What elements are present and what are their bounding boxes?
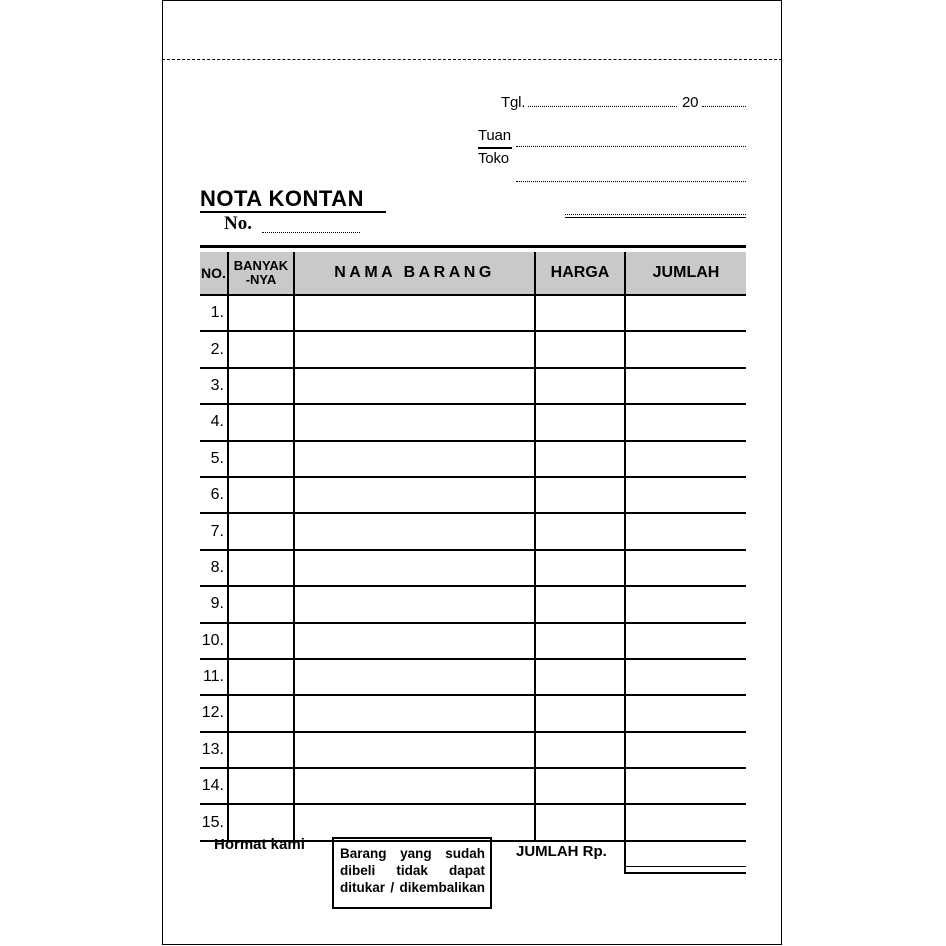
notice-line: Barang yang sudah — [340, 846, 485, 861]
customer-label-divider — [478, 147, 512, 149]
qty-cell[interactable] — [228, 368, 294, 404]
amount-cell[interactable] — [625, 331, 746, 367]
date-label: Tgl. — [501, 94, 526, 111]
item-name-cell[interactable] — [294, 295, 535, 331]
row-number: 7. — [200, 513, 228, 549]
customer-label-toko: Toko — [478, 150, 509, 167]
total-amount-field[interactable] — [628, 830, 744, 864]
table-row — [200, 550, 746, 586]
price-cell[interactable] — [535, 404, 625, 440]
amount-cell[interactable] — [625, 368, 746, 404]
item-name-cell[interactable] — [294, 331, 535, 367]
amount-cell[interactable] — [625, 550, 746, 586]
price-cell[interactable] — [535, 586, 625, 622]
row-number: 9. — [200, 586, 228, 622]
item-name-cell[interactable] — [294, 550, 535, 586]
price-cell[interactable] — [535, 623, 625, 659]
total-double-underline — [624, 872, 746, 874]
year-field[interactable] — [702, 106, 746, 107]
table-row — [200, 623, 746, 659]
qty-cell[interactable] — [228, 586, 294, 622]
amount-cell[interactable] — [625, 623, 746, 659]
item-name-cell[interactable] — [294, 441, 535, 477]
customer-address-field[interactable] — [516, 181, 746, 182]
price-cell[interactable] — [535, 331, 625, 367]
table-row — [200, 295, 746, 331]
price-cell[interactable] — [535, 441, 625, 477]
row-number: 4. — [200, 404, 228, 440]
row-number: 15. — [200, 804, 228, 840]
amount-cell[interactable] — [625, 586, 746, 622]
price-cell[interactable] — [535, 732, 625, 768]
row-number: 6. — [200, 477, 228, 513]
customer-label-tuan: Tuan — [478, 127, 511, 144]
customer-extra-underline — [565, 217, 746, 218]
form-title: NOTA KONTAN — [200, 186, 364, 211]
receipt-number-field[interactable] — [262, 232, 360, 233]
amount-cell[interactable] — [625, 732, 746, 768]
table-row — [200, 441, 746, 477]
price-cell[interactable] — [535, 513, 625, 549]
signature-label: Hormat kami — [214, 836, 305, 853]
table-row — [200, 732, 746, 768]
year-prefix: 20 — [682, 94, 699, 111]
row-number: 10. — [200, 623, 228, 659]
qty-cell[interactable] — [228, 441, 294, 477]
qty-cell[interactable] — [228, 768, 294, 804]
customer-extra-field[interactable] — [565, 214, 746, 215]
items-table — [200, 252, 746, 842]
qty-cell[interactable] — [228, 477, 294, 513]
table-row — [200, 586, 746, 622]
qty-cell[interactable] — [228, 331, 294, 367]
col-header-harga: HARGA — [535, 252, 625, 295]
amount-cell[interactable] — [625, 768, 746, 804]
table-row — [200, 695, 746, 731]
table-row — [200, 659, 746, 695]
price-cell[interactable] — [535, 477, 625, 513]
col-header-no: NO. — [200, 252, 228, 295]
col-header-banyak-line1: BANYAK — [233, 258, 289, 273]
return-policy-notice — [332, 837, 492, 909]
price-cell[interactable] — [535, 659, 625, 695]
amount-cell[interactable] — [625, 477, 746, 513]
row-number: 5. — [200, 441, 228, 477]
qty-cell[interactable] — [228, 295, 294, 331]
perforation-line — [162, 59, 782, 60]
price-cell[interactable] — [535, 295, 625, 331]
qty-cell[interactable] — [228, 550, 294, 586]
row-number: 8. — [200, 550, 228, 586]
table-header-row — [200, 252, 746, 295]
amount-cell[interactable] — [625, 295, 746, 331]
item-name-cell[interactable] — [294, 695, 535, 731]
row-number: 2. — [200, 331, 228, 367]
col-header-banyak — [228, 252, 294, 295]
price-cell[interactable] — [535, 550, 625, 586]
item-name-cell[interactable] — [294, 732, 535, 768]
table-row — [200, 768, 746, 804]
item-name-cell[interactable] — [294, 768, 535, 804]
row-number: 13. — [200, 732, 228, 768]
item-name-cell[interactable] — [294, 404, 535, 440]
qty-cell[interactable] — [228, 513, 294, 549]
table-row — [200, 477, 746, 513]
table-row — [200, 331, 746, 367]
amount-cell[interactable] — [625, 513, 746, 549]
qty-cell[interactable] — [228, 732, 294, 768]
receipt-number-label: No. — [224, 213, 252, 234]
price-cell[interactable] — [535, 768, 625, 804]
receipt-number — [224, 213, 252, 235]
table-row — [200, 404, 746, 440]
amount-cell[interactable] — [625, 441, 746, 477]
item-name-cell[interactable] — [294, 586, 535, 622]
item-name-cell[interactable] — [294, 513, 535, 549]
row-number: 1. — [200, 295, 228, 331]
col-header-jumlah: JUMLAH — [625, 252, 746, 295]
qty-cell[interactable] — [228, 695, 294, 731]
price-cell[interactable] — [535, 695, 625, 731]
table-row — [200, 368, 746, 404]
total-label: JUMLAH Rp. — [516, 843, 607, 860]
row-number: 14. — [200, 768, 228, 804]
amount-cell[interactable] — [625, 659, 746, 695]
notice-line: ditukar / dikembalikan — [340, 880, 485, 895]
table-row — [200, 513, 746, 549]
row-number: 3. — [200, 368, 228, 404]
row-number: 12. — [200, 695, 228, 731]
col-header-banyak-line2: -NYA — [245, 272, 277, 287]
item-name-cell[interactable] — [294, 477, 535, 513]
qty-cell[interactable] — [228, 404, 294, 440]
qty-cell[interactable] — [228, 623, 294, 659]
item-name-cell[interactable] — [294, 623, 535, 659]
item-name-cell[interactable] — [294, 659, 535, 695]
row-number: 11. — [200, 659, 228, 695]
total-underline — [624, 866, 746, 867]
amount-cell[interactable] — [625, 695, 746, 731]
price-cell[interactable] — [535, 368, 625, 404]
item-name-cell[interactable] — [294, 368, 535, 404]
price-cell[interactable] — [535, 804, 625, 840]
date-field[interactable] — [528, 106, 677, 107]
qty-cell[interactable] — [228, 659, 294, 695]
col-header-nama-barang: NAMA BARANG — [294, 252, 535, 295]
customer-name-field[interactable] — [516, 146, 746, 147]
item-name-cell[interactable] — [294, 804, 535, 840]
amount-cell[interactable] — [625, 404, 746, 440]
table-top-rule — [200, 245, 746, 248]
notice-line: dibeli tidak dapat — [340, 863, 485, 878]
